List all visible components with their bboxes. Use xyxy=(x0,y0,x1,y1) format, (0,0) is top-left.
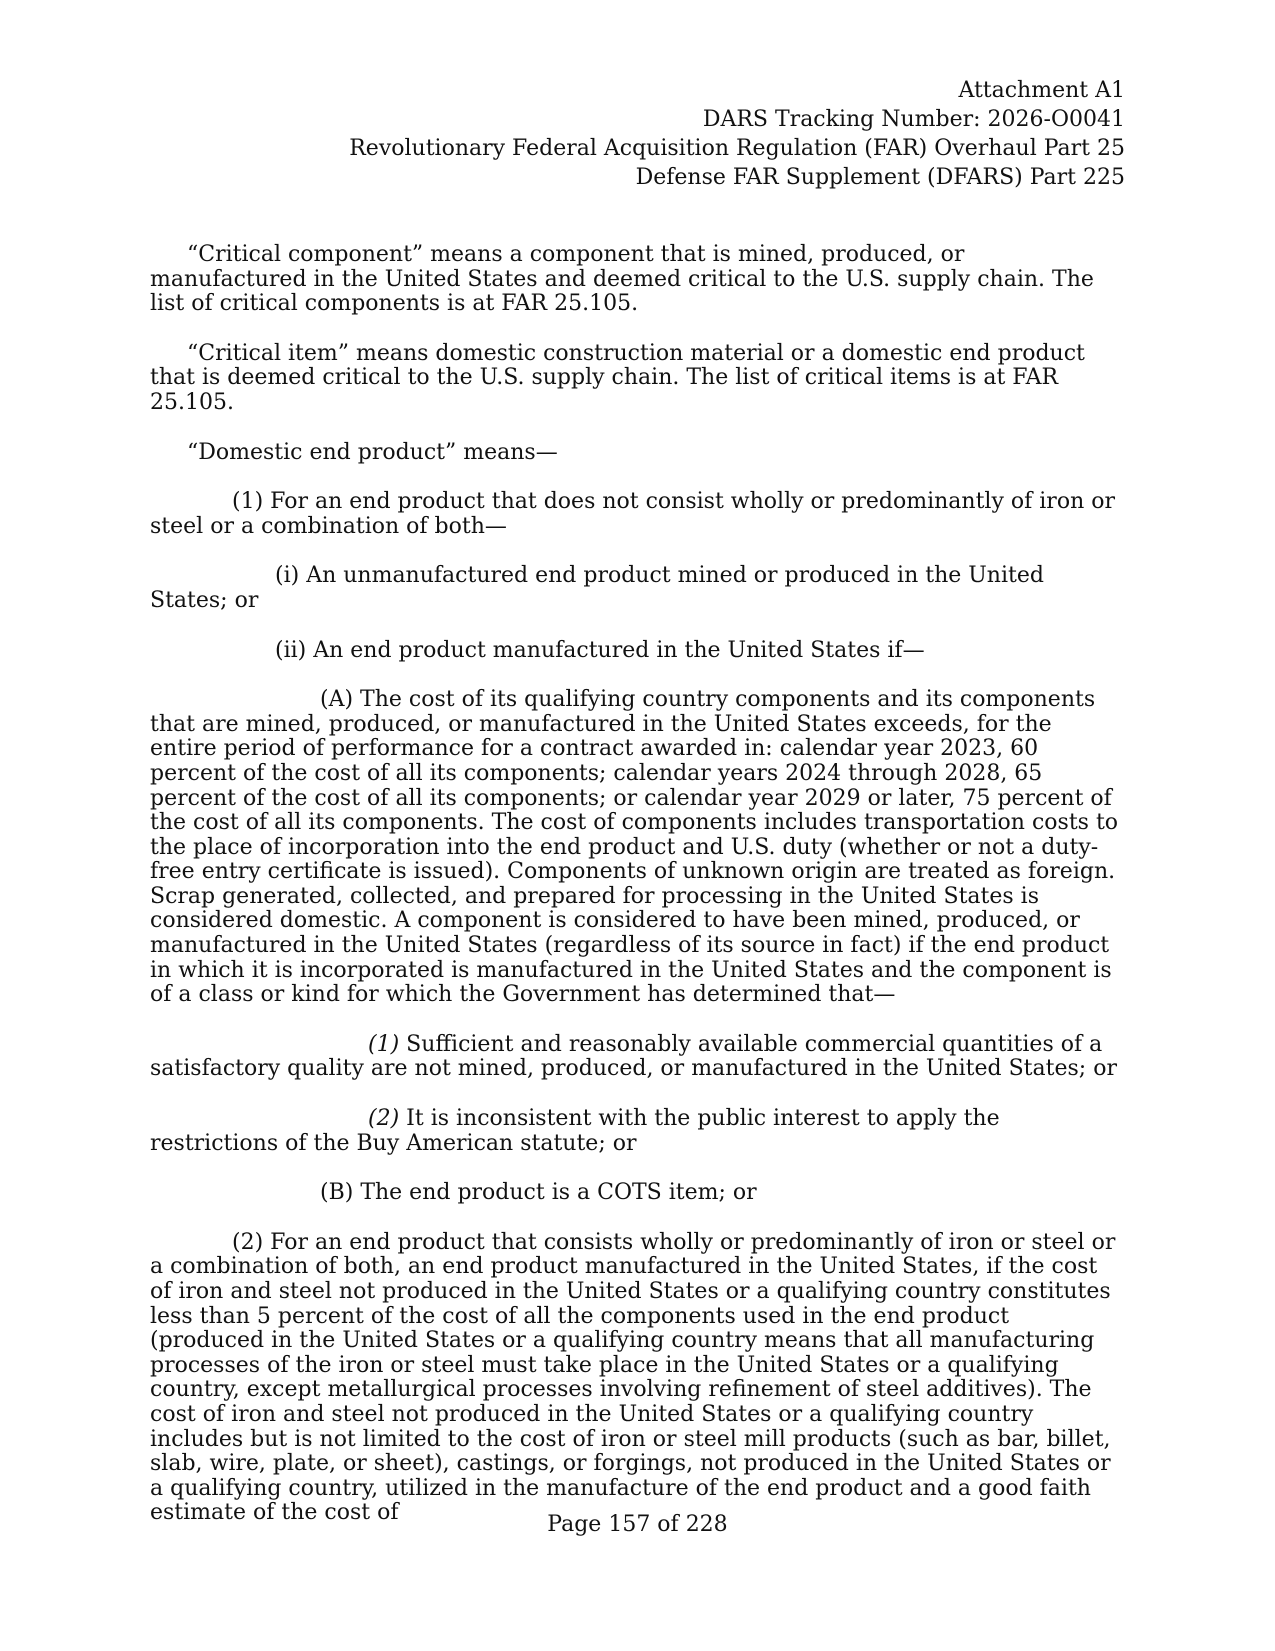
paragraph-1-ii-A-1-number: (1) xyxy=(368,1031,400,1057)
paragraph-1-ii-A: (A) The cost of its qualifying country components and its components that are mined, produced, or manufactured in the United States exceeds, for the entire period of performance for a contract awarded in: calendar year 2023, 60 percent of the cost of all its components; calendar years 2024 through 2028, 65 percent of the cost of all its components; or calendar year 2029 or later, 75 percent of the cost of all its components. The cost of components includes transportation costs to the place of incorporation into the end product and U.S. duty (whether or not a duty-free entry certificate is issued). Components of unknown origin are treated as foreign. Scrap generated, collected, and prepared for processing in the United States is considered domestic. A component is considered to have been mined, produced, or manufactured in the United States (regardless of its source in fact) if the end product in which it is incorporated is manufactured in the United States and the component is of a class or kind for which the Government has determined that— xyxy=(150,687,1119,1008)
paragraph-1-ii-A-2-number: (2) xyxy=(368,1106,400,1132)
paragraph-1: (1) For an end product that does not consist wholly or predominantly of iron or steel or a combination of both— xyxy=(150,489,1115,539)
document-body xyxy=(150,243,1125,1551)
paragraph-1-ii-A-2-text: It is inconsistent with the public interest to apply the restrictions of the Buy American statute; or xyxy=(150,1106,1000,1156)
paragraph-1-ii: (ii) An end product manufactured in the United States if— xyxy=(275,637,925,663)
paragraph-1-i: (i) An unmanufactured end product mined or produced in the United States; or xyxy=(150,563,1044,613)
paragraph-1-ii-A-2 xyxy=(150,1107,1125,1156)
page-header xyxy=(349,76,1125,192)
definition-critical-item: “Critical item” means domestic construction material or a domestic end product that is deemed critical to the U.S. supply chain. The list of critical items is at FAR 25.105. xyxy=(150,340,1085,415)
definition-domestic-end-product: “Domestic end product” means— xyxy=(187,439,558,465)
paragraph-1-ii-A-1-text: Sufficient and reasonably available commercial quantities of a satisfactory quality are not mined, produced, or manufactured in the United States; or xyxy=(150,1031,1117,1082)
header-tracking-number: DARS Tracking Number: 2026-O0041 xyxy=(702,107,1125,132)
header-far-part: Revolutionary Federal Acquisition Regulation (FAR) Overhaul Part 25 xyxy=(349,136,1125,161)
paragraph-1-ii-B: (B) The end product is a COTS item; or xyxy=(320,1180,757,1206)
header-attachment: Attachment A1 xyxy=(958,78,1125,103)
paragraph-1-ii-A-1 xyxy=(150,1033,1125,1082)
header-dfars-part: Defense FAR Supplement (DFARS) Part 225 xyxy=(635,165,1125,190)
page-number: Page 157 of 228 xyxy=(547,1512,728,1537)
paragraph-2: (2) For an end product that consists wholly or predominantly of iron or steel or a combination of both, an end product manufactured in the United States, if the cost of iron and steel not produced in the United States or a qualifying country constitutes less than 5 percent of the cost of all the components used in the end product (produced in the United States or a qualifying country means that all manufacturing processes of the iron or steel must take place in the United States or a qualifying country, except metallurgical processes involving refinement of steel additives). The cost of iron and steel not produced in the United States or a qualifying country includes but is not limited to the cost of iron or steel mill products (such as bar, billet, slab, wire, plate, or sheet), castings, or forgings, not produced in the United States or a qualifying country, utilized in the manufacture of the end product and a good faith estimate of the cost of xyxy=(150,1229,1116,1526)
definition-critical-component: “Critical component” means a component that is mined, produced, or manufactured in the United States and deemed critical to the U.S. supply chain. The list of critical components is at FAR 25.105. xyxy=(150,242,1094,317)
